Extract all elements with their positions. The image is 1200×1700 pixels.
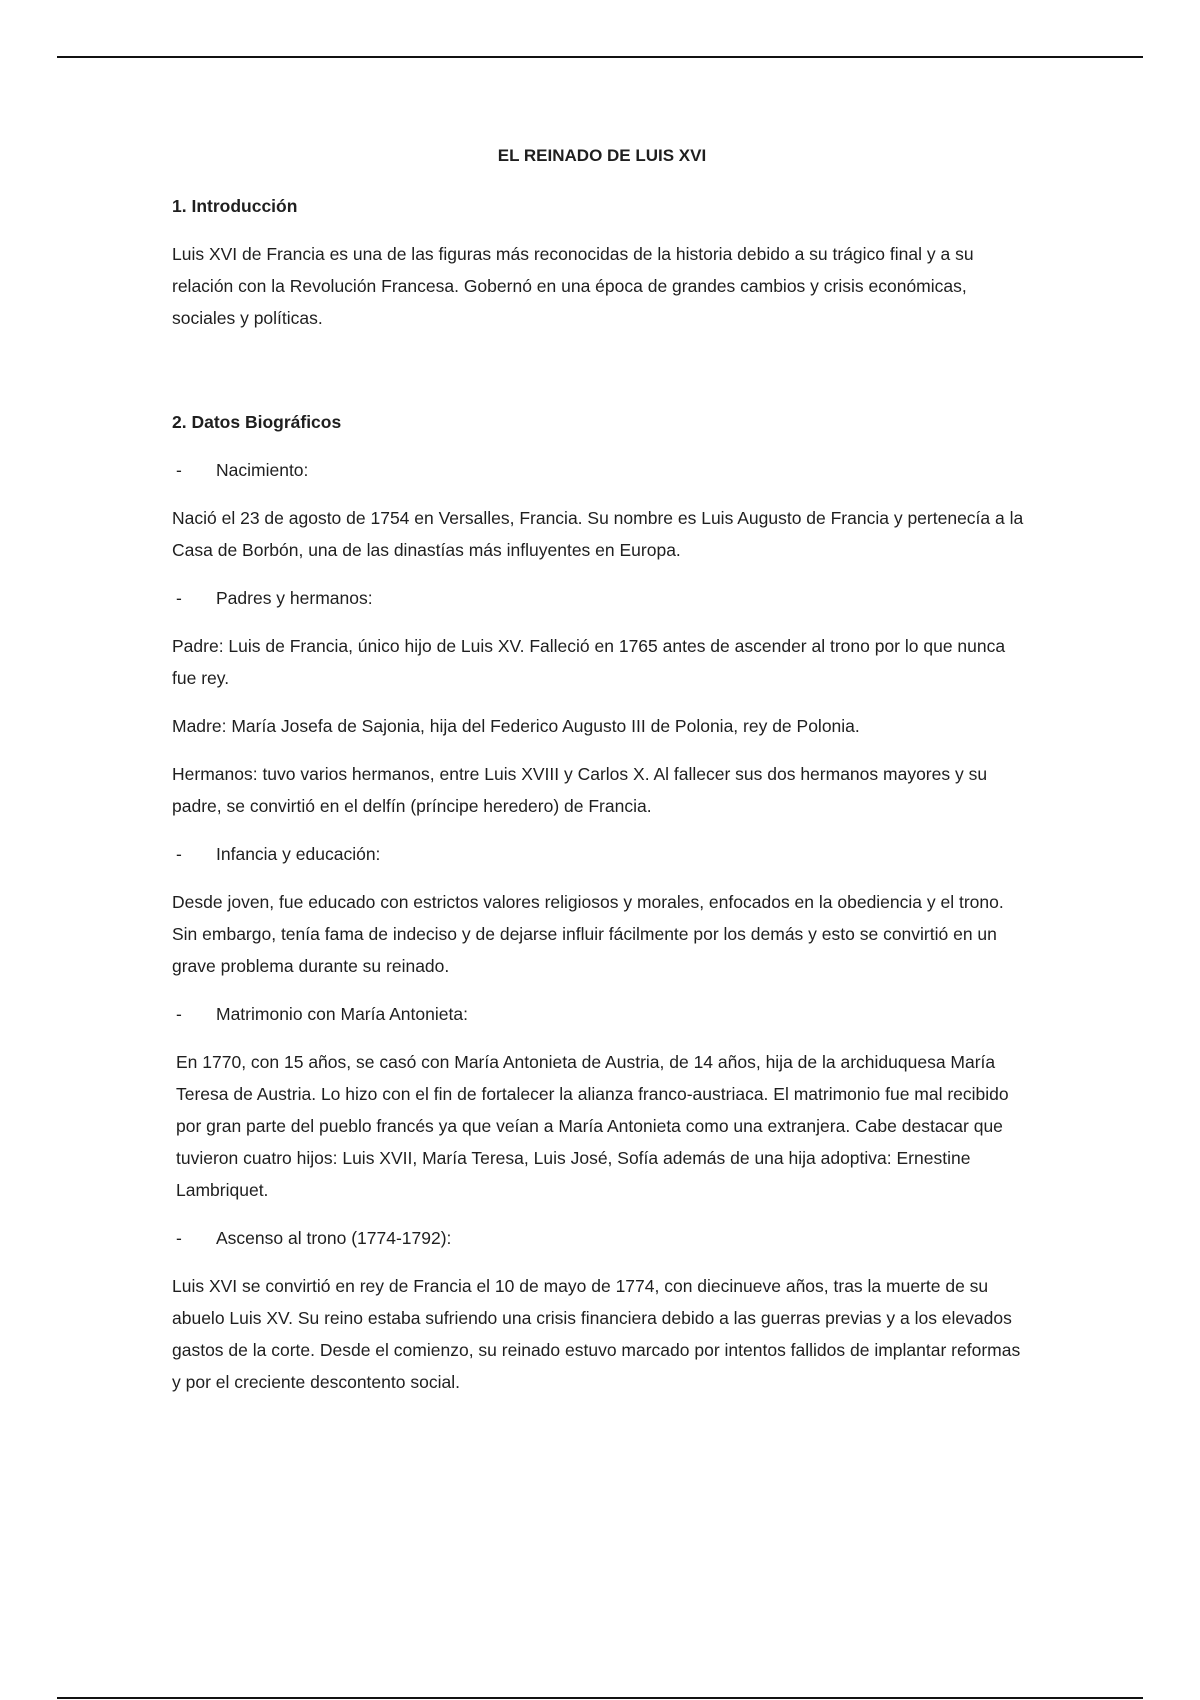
bullet-ascenso-trono [172,1222,1032,1254]
bullet-matrimonio [172,998,1032,1030]
bullet-label: Infancia y educación: [216,844,381,864]
hermanos-paragraph: Hermanos: tuvo varios hermanos, entre Luis XVIII y Carlos X. Al fallecer sus dos hermanos mayores y su padre, se convirtió en el delfín (príncipe heredero) de Francia. [172,764,988,816]
bullet-dash: - [176,844,182,864]
infancia-paragraph: Desde joven, fue educado con estrictos valores religiosos y morales, enfocados en la obediencia y el trono. Sin embargo, tenía fama de indeciso y de dejarse influir fácilmente por los demás y esto se convirtió en un grave problema durante su reinado. [172,892,1004,976]
bullet-label: Nacimiento: [216,460,309,480]
bullet-dash: - [176,460,182,480]
madre-paragraph: Madre: María Josefa de Sajonia, hija del Federico Augusto III de Polonia, rey de Polonia. [172,716,860,736]
bullet-padres-hermanos [172,582,1032,614]
bullet-label: Matrimonio con María Antonieta: [216,1004,468,1024]
matrimonio-paragraph: En 1770, con 15 años, se casó con María Antonieta de Austria, de 14 años, hija de la archiduquesa María Teresa de Austria. Lo hizo con el fin de fortalecer la alianza franco-austriaca. El matrimonio fue mal recibido por gran parte del pueblo francés ya que veían a María Antonieta como una extranjera. Cabe destacar que tuvieron cuatro hijos: Luis XVII, María Teresa, Luis José, Sofía además de una hija adoptiva: Ernestine Lambriquet. [176,1052,1009,1200]
document-title: EL REINADO DE LUIS XVI [497,146,707,165]
bullet-dash: - [176,1004,182,1024]
bullet-dash: - [176,588,182,608]
bottom-rule [57,1697,1143,1699]
ascenso-paragraph: Luis XVI se convirtió en rey de Francia el 10 de mayo de 1774, con diecinueve años, tras la muerte de su abuelo Luis XV. Su reino estaba sufriendo una crisis financiera debido a las guerras previas y a los elevados gastos de la corte. Desde el comienzo, su reinado estuvo marcado por intentos fallidos de implantar reformas y por el creciente descontento social. [172,1276,1021,1392]
section-spacer [172,350,1032,406]
bullet-label: Padres y hermanos: [216,588,373,608]
top-rule [57,56,1143,58]
bullet-nacimiento [172,454,1032,486]
padre-paragraph: Padre: Luis de Francia, único hijo de Luis XV. Falleció en 1765 antes de ascender al trono por lo que nunca fue rey. [172,636,1006,688]
section-heading-datos-biograficos: 2. Datos Biográficos [172,412,342,432]
document-body [172,140,1032,1414]
section-heading-introduccion: 1. Introducción [172,196,298,216]
bullet-dash: - [176,1228,182,1248]
bullet-infancia-educacion [172,838,1032,870]
intro-paragraph: Luis XVI de Francia es una de las figuras más reconocidas de la historia debido a su trágico final y a su relación con la Revolución Francesa. Gobernó en una época de grandes cambios y crisis económicas, sociales y políticas. [172,244,974,328]
bullet-label: Ascenso al trono (1774-1792): [216,1228,452,1248]
nacimiento-paragraph: Nació el 23 de agosto de 1754 en Versalles, Francia. Su nombre es Luis Augusto de Francia y pertenecía a la Casa de Borbón, una de las dinastías más influyentes en Europa. [172,508,1024,560]
